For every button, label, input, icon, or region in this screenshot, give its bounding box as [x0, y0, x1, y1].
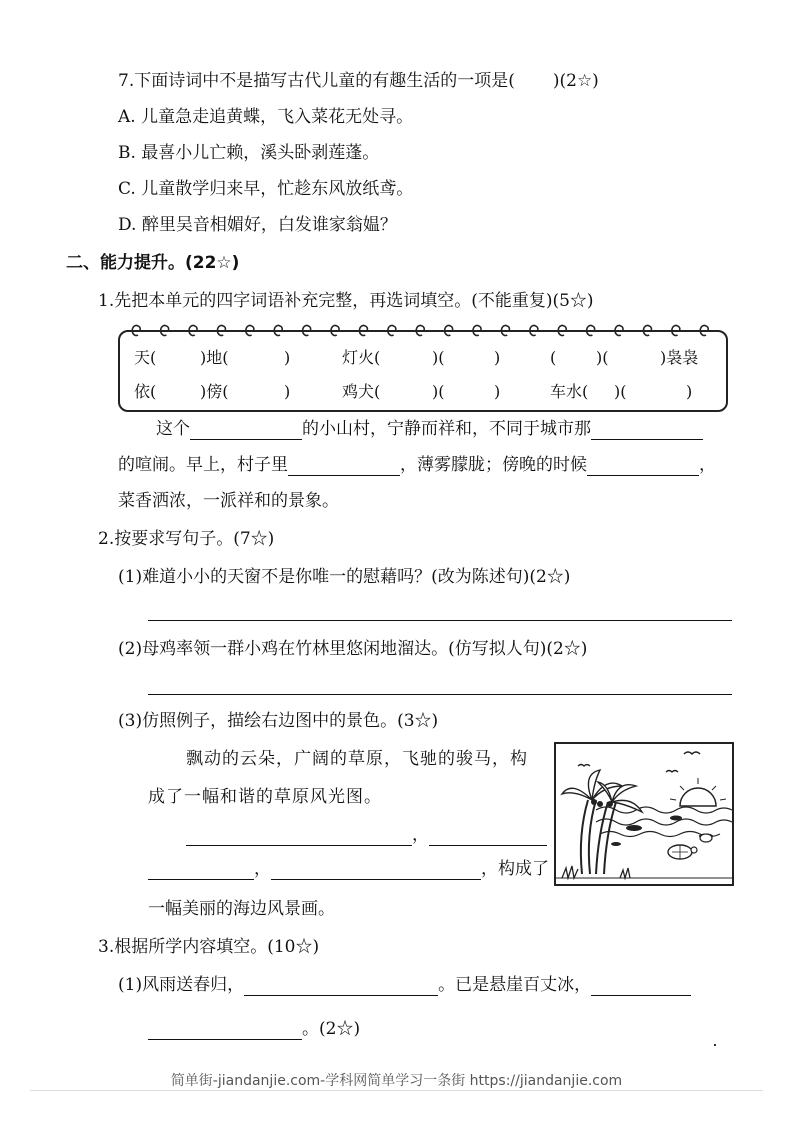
- binder-ring-icon: [274, 326, 282, 336]
- q3-sub1-line2: [148, 1018, 360, 1040]
- seaside-picture: [554, 742, 734, 886]
- fill-blank[interactable]: [429, 827, 547, 846]
- answer-line[interactable]: [148, 620, 732, 621]
- q2-stem: 2.按要求写句子。(7☆): [98, 529, 275, 549]
- binder-ring-icon: [303, 326, 311, 336]
- word-cell: (: [550, 348, 557, 367]
- binder-ring-icon: [672, 326, 680, 336]
- q2-sub1: (1)难道小小的天窗不是你唯一的慰藉吗？(改为陈述句)(2☆): [118, 567, 571, 587]
- word-cell: 依(: [134, 382, 157, 401]
- word-cell: )(: [432, 348, 445, 367]
- footer-divider: [30, 1090, 763, 1091]
- poem-text: 。(2☆): [302, 1019, 361, 1039]
- binder-ring-icon: [587, 326, 595, 336]
- binder-ring-icon: [473, 326, 481, 336]
- q2-sub2: (2)母鸡率领一群小鸡在竹林里悠闲地溜达。(仿写拟人句)(2☆): [118, 639, 588, 659]
- q7-option-d: D. 醉里吴音相媚好，白发谁家翁媪？: [118, 215, 397, 235]
- word-cell: ): [284, 348, 291, 367]
- word-cell: )(: [596, 348, 609, 367]
- word-cell: ): [494, 348, 501, 367]
- q2-sub3: (3)仿照例子，描绘右边图中的景色。(3☆): [118, 711, 439, 731]
- para-text: 这个: [156, 419, 190, 439]
- word-cell: 鸡犬(: [342, 382, 381, 401]
- binder-ring-icon: [217, 326, 225, 336]
- q1-para-line1: [156, 418, 703, 440]
- word-cell: )地(: [200, 348, 229, 367]
- binder-ring-icon: [246, 326, 254, 336]
- word-cell: ): [284, 382, 291, 401]
- poem-text: 。已是悬崖百丈冰，: [438, 975, 592, 995]
- page-footer: 简单街-jiandanjie.com-学科网简单学习一条街 https://jiandanjie.com: [170, 1073, 623, 1089]
- q7-option-a: A. 儿童急走追黄蝶，飞入菜花无处寻。: [118, 107, 414, 127]
- binder-ring-icon: [501, 326, 509, 336]
- q7-option-c: C. 儿童散学归来早，忙趁东风放纸鸢。: [118, 179, 414, 199]
- fill-blank[interactable]: [244, 977, 438, 996]
- para-text: 的喧闹。早上，村子里: [118, 455, 288, 475]
- q2-example-line1: 飘动的云朵，广阔的草原，飞驰的骏马，构: [186, 749, 528, 769]
- seaside-scene-icon: [556, 744, 732, 884]
- q7-stem: [118, 70, 599, 92]
- fill-blank[interactable]: [271, 861, 481, 880]
- word-cell: 车水(: [550, 382, 589, 401]
- stray-mark: [714, 1044, 716, 1046]
- poem-text: (1)风雨送春归，: [118, 975, 245, 995]
- fill-blank[interactable]: [148, 861, 254, 880]
- q2-fill-line3: 一幅美丽的海边风景画。: [148, 899, 335, 919]
- binder-ring-icon: [558, 326, 566, 336]
- word-cell: 天(: [134, 348, 157, 367]
- word-box: [118, 330, 728, 412]
- binder-ring-icon: [161, 326, 169, 336]
- ending-text: ，构成了: [481, 859, 549, 879]
- binder-ring-icon: [359, 326, 367, 336]
- fill-blank[interactable]: [186, 827, 412, 846]
- binder-ring-icon: [388, 326, 396, 336]
- binder-ring-icon: [132, 326, 140, 336]
- binder-ring-icon: [445, 326, 453, 336]
- word-cell: )袅袅: [660, 348, 699, 367]
- q1-para-line2: [118, 454, 716, 476]
- q3-stem: 3.根据所学内容填空。(10☆): [98, 937, 320, 957]
- word-cell: ): [686, 382, 693, 401]
- q7-stem-end: )(2☆): [552, 71, 599, 91]
- binder-ring-icon: [530, 326, 538, 336]
- fill-blank[interactable]: [148, 1021, 302, 1040]
- fill-blank[interactable]: [591, 421, 703, 440]
- q2-example-line2: 成了一幅和谐的草原风光图。: [148, 787, 382, 807]
- q1-stem: 1.先把本单元的四字词语补充完整，再选词填空。(不能重复)(5☆): [98, 291, 594, 311]
- word-cell: )(: [614, 382, 627, 401]
- fill-blank[interactable]: [587, 457, 699, 476]
- word-cell: )(: [432, 382, 445, 401]
- section-heading: 二、能力提升。(22☆): [66, 253, 240, 273]
- word-cell: )傍(: [200, 382, 229, 401]
- fill-blank[interactable]: [591, 977, 691, 996]
- q2-fill-line1: [186, 824, 547, 846]
- binder-ring-icon: [643, 326, 651, 336]
- para-text: ，薄雾朦胧；傍晚的时候: [400, 455, 587, 475]
- word-cell: ): [494, 382, 501, 401]
- binder-ring-icon: [189, 326, 197, 336]
- binder-rings-icon: [120, 323, 726, 337]
- q3-sub1-line1: [118, 974, 691, 996]
- comma-text: ，: [412, 825, 429, 845]
- fill-blank[interactable]: [288, 457, 400, 476]
- binder-ring-icon: [416, 326, 424, 336]
- fill-blank[interactable]: [190, 421, 302, 440]
- word-cell: 灯火(: [342, 348, 381, 367]
- q2-fill-line2: [148, 858, 549, 880]
- para-text: ，: [699, 455, 716, 475]
- binder-ring-icon: [615, 326, 623, 336]
- binder-ring-icon: [331, 326, 339, 336]
- para-text: 的小山村，宁静而祥和，不同于城市那: [302, 419, 591, 439]
- binder-ring-icon: [700, 326, 708, 336]
- q7-option-b: B. 最喜小儿亡赖，溪头卧剥莲蓬。: [118, 143, 380, 163]
- q1-para-line3: 菜香洒浓，一派祥和的景象。: [118, 491, 339, 511]
- answer-line[interactable]: [148, 694, 732, 695]
- comma-text: ，: [254, 859, 271, 879]
- q7-stem-text: 7.下面诗词中不是描写古代儿童的有趣生活的一项是(: [118, 71, 515, 91]
